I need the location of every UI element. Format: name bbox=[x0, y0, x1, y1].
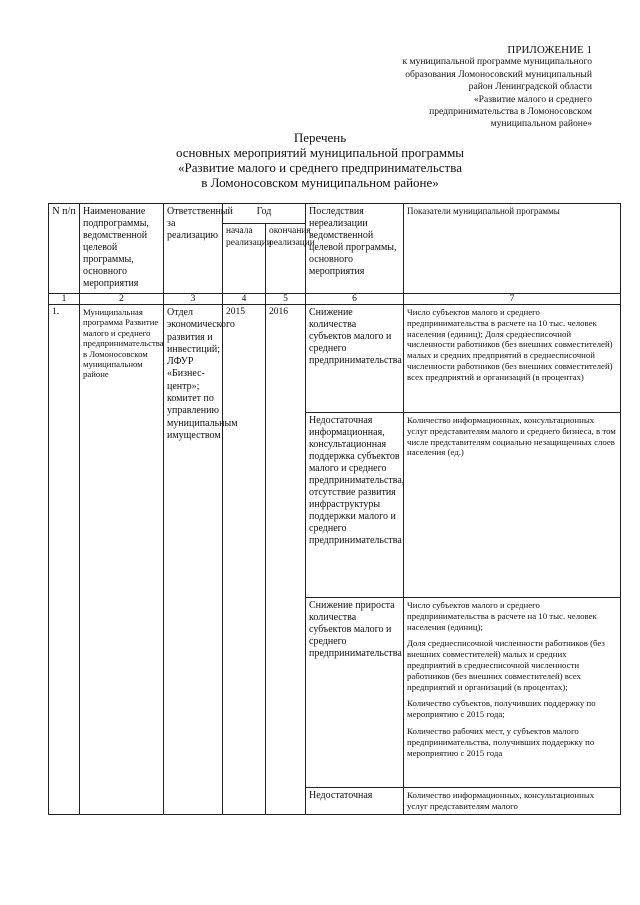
row-year-start: 2015 bbox=[223, 305, 266, 815]
appendix-line: муниципальном районе» bbox=[490, 118, 592, 130]
appendix-line: образования Ломоносовский муниципальный bbox=[405, 68, 592, 80]
consequence-cell: Недостаточная bbox=[306, 788, 404, 815]
consequence-cell: Недостаточная информационная, консультационная поддержка субъектов малого и среднего предпринимательства, отсутствие развития инфраструктуры поддержки малого и среднего предпринимательства bbox=[306, 413, 404, 598]
indicator-text: Количество информационных, консультационных услуг представителям малого и среднего бизнеса, в том числе представителям социально незащищенных слоев населения (ед.) bbox=[407, 415, 616, 458]
row-year-end: 2016 bbox=[266, 305, 306, 815]
appendix-line: к муниципальной программе муниципального bbox=[402, 56, 592, 68]
header-indicators: Показатели муниципальной программы bbox=[404, 204, 621, 294]
column-number: 6 bbox=[306, 294, 404, 305]
document-title bbox=[0, 130, 640, 190]
appendix-line: район Ленинградской области bbox=[468, 81, 592, 93]
column-number: 1 bbox=[49, 294, 80, 305]
row-responsible: Отдел экономического развития и инвестиций; ЛФУР «Бизнес-центр»; комитет по управлению муниципальным имуществом bbox=[164, 305, 223, 815]
row-number: 1. bbox=[49, 305, 80, 815]
header-consequences: Последствия нереализации ведомственной целевой программы, основного мероприятия bbox=[306, 204, 404, 294]
title-line: «Развитие малого и среднего предпринимательства bbox=[178, 160, 462, 175]
indicator-cell bbox=[404, 788, 621, 815]
title-line: Перечень bbox=[293, 130, 347, 145]
measures-table bbox=[48, 203, 621, 815]
consequence-cell: Снижение прироста количества субъектов малого и среднего предпринимательства bbox=[306, 598, 404, 788]
header-year-end: окончания реализации bbox=[266, 224, 306, 294]
indicator-cell bbox=[404, 598, 621, 788]
appendix-block bbox=[332, 44, 592, 131]
header-year: Год bbox=[223, 204, 306, 224]
appendix-line: «Развитие малого и среднего bbox=[473, 93, 592, 105]
indicator-cell bbox=[404, 413, 621, 598]
header-year-start: начала реализации bbox=[223, 224, 266, 294]
indicator-text: Число субъектов малого и среднего предпринимательства в расчете на 10 тыс. человек населения (единиц); Доля среднесписочной численности работников (без внешних совместителей) малых и средних предприятий в среднесписочной численности работников (без внешних совместителей) всех предприятий и организаций (в процентах) bbox=[407, 307, 613, 382]
column-number: 7 bbox=[404, 294, 621, 305]
appendix-line: предпринимательства в Ломоносовском bbox=[429, 106, 592, 118]
indicator-text: Количество информационных, консультационных услуг представителям малого bbox=[407, 790, 595, 811]
consequence-cell: Снижение количества субъектов малого и среднего предпринимательства bbox=[306, 305, 404, 413]
indicator-text: Количество субъектов, получивших поддержку по мероприятию с 2015 года; bbox=[407, 698, 596, 720]
indicator-cell bbox=[404, 305, 621, 413]
header-responsible: Ответственный за реализацию bbox=[164, 204, 223, 294]
indicator-text: Число субъектов малого и среднего предпринимательства в расчете на 10 тыс. человек населения (единиц); bbox=[407, 600, 597, 632]
row-name: Муниципальная программа Развитие малого и среднего предпринимательства в Ломоносовском муниципальном районе bbox=[80, 305, 164, 815]
column-number: 5 bbox=[266, 294, 306, 305]
indicator-text: Доля среднесписочной численности работников (без внешних совместителей) малых и средних предприятий в среднесписочной численности работников (без внешних совместителей) всех предприятий и организаций (в процентах); bbox=[407, 638, 605, 692]
title-line: основных мероприятий муниципальной программы bbox=[175, 145, 465, 160]
column-number: 3 bbox=[164, 294, 223, 305]
column-number: 2 bbox=[80, 294, 164, 305]
header-num: N п/п bbox=[49, 204, 80, 294]
title-line: в Ломоносовском муниципальном районе» bbox=[201, 175, 439, 190]
column-number: 4 bbox=[223, 294, 266, 305]
header-name: Наименование подпрограммы, ведомственной целевой программы, основного мероприятия bbox=[80, 204, 164, 294]
indicator-text: Количество рабочих мест, у субъектов малого предпринимательства, получивших поддержку по мероприятию с 2015 года bbox=[407, 725, 595, 758]
appendix-heading: ПРИЛОЖЕНИЕ 1 bbox=[507, 44, 592, 56]
